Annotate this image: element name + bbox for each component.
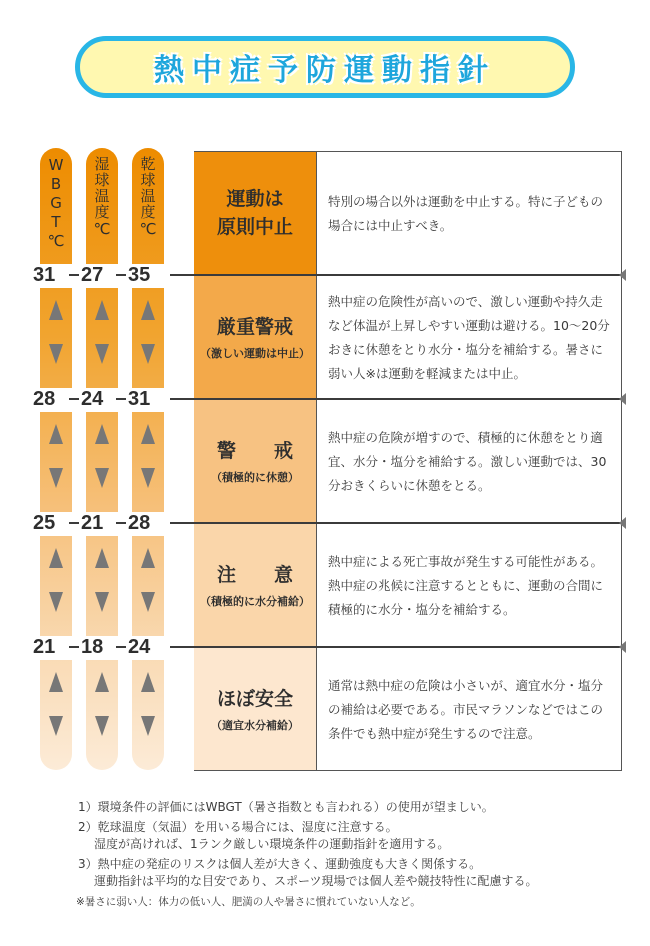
threshold-dash: [116, 398, 126, 400]
threshold-wet: 21: [81, 512, 104, 534]
threshold-wbgt: 21: [33, 636, 56, 658]
note-3: 3）熱中症の発症のリスクは個人差が大きく、運動強度も大きく関係する。: [78, 857, 482, 871]
threshold-dry: 35: [128, 264, 151, 286]
level-label-caution: 注 意 （積極的に水分補給）: [200, 564, 310, 608]
range-up-arrow-icon: [49, 548, 63, 568]
threshold-wbgt: 31: [33, 264, 56, 286]
footnote: ※暑さに弱い人：体力の低い人、肥満の人や暑さに慣れていない人など。: [76, 896, 421, 908]
level-label-safe: ほぼ安全 （適宜水分補給）: [211, 688, 299, 732]
threshold-dash: [116, 522, 126, 524]
range-up-arrow-icon: [49, 300, 63, 320]
threshold-dry: 28: [128, 512, 151, 534]
note-2-cont: 湿度が高ければ、1ランク厳しい環境条件の運動指針を適用する。: [94, 837, 450, 851]
level-label-severe: 厳重警戒 （激しい運動は中止）: [200, 316, 310, 360]
threshold-line-2: [165, 398, 621, 400]
column-header-wbgt: WBGT ℃: [47, 156, 65, 251]
level-label-warning: 警 戒 （積極的に休憩）: [211, 440, 299, 484]
threshold-wet: 18: [81, 636, 104, 658]
range-up-arrow-icon: [141, 424, 155, 444]
range-down-arrow-icon: [49, 468, 63, 488]
range-up-arrow-icon: [95, 300, 109, 320]
range-down-arrow-icon: [49, 344, 63, 364]
table-bottom-border: [194, 770, 622, 771]
level-desc-safe: 通常は熱中症の危険は小さいが、適宜水分・塩分の補給は必要である。市民マラソンなどではこの条件でも熱中症が発生するので注意。: [328, 678, 604, 741]
range-up-arrow-icon: [141, 672, 155, 692]
threshold-dash: [69, 274, 79, 276]
threshold-dash: [116, 274, 126, 276]
level-desc-caution: 熱中症による死亡事故が発生する可能性がある。熱中症の兆候に注意するとともに、運動の合間に積極的に水分・塩分を補給する。: [328, 554, 604, 617]
range-down-arrow-icon: [95, 468, 109, 488]
range-up-arrow-icon: [95, 548, 109, 568]
range-down-arrow-icon: [49, 716, 63, 736]
level-desc-severe: 熱中症の危険性が高いので、激しい運動や持久走など体温が上昇しやすい運動は避ける。10～20分おきに休憩をとり水分・塩分を補給する。暑さに弱い人※は運動を軽減または中止。: [328, 294, 610, 381]
range-up-arrow-icon: [95, 424, 109, 444]
level-label-stop: 運動は 原則中止: [216, 188, 293, 238]
line-end-arrow-icon: [619, 269, 626, 281]
page-title: 熱中症予防運動指針: [154, 53, 496, 88]
range-up-arrow-icon: [95, 672, 109, 692]
threshold-line-3: [165, 522, 621, 524]
range-down-arrow-icon: [141, 592, 155, 612]
threshold-dash: [116, 646, 126, 648]
range-up-arrow-icon: [49, 672, 63, 692]
note-1: 1）環境条件の評価にはWBGT（暑さ指数とも言われる）の使用が望ましい。: [78, 800, 494, 814]
range-down-arrow-icon: [141, 716, 155, 736]
threshold-dry: 24: [128, 636, 151, 658]
threshold-dash: [69, 398, 79, 400]
table-right-border: [621, 151, 622, 771]
range-down-arrow-icon: [95, 716, 109, 736]
notes-section: [78, 799, 638, 911]
range-down-arrow-icon: [49, 592, 63, 612]
range-down-arrow-icon: [141, 468, 155, 488]
line-end-arrow-icon: [619, 517, 626, 529]
note-3-cont: 運動指針は平均的な目安であり、スポーツ現場では個人差や競技特性に配慮する。: [94, 874, 538, 888]
threshold-line-4: [165, 646, 621, 648]
title-banner: [75, 36, 575, 98]
threshold-dash: [69, 646, 79, 648]
threshold-line-1: [165, 274, 621, 276]
range-up-arrow-icon: [141, 548, 155, 568]
range-up-arrow-icon: [49, 424, 63, 444]
range-down-arrow-icon: [95, 592, 109, 612]
range-down-arrow-icon: [95, 344, 109, 364]
threshold-wet: 27: [81, 264, 104, 286]
threshold-wbgt: 25: [33, 512, 56, 534]
note-2: 2）乾球温度（気温）を用いる場合には、湿度に注意する。: [78, 820, 398, 834]
threshold-dash: [69, 522, 79, 524]
table-divider: [316, 151, 317, 771]
level-desc-warning: 熱中症の危険が増すので、積極的に休憩をとり適宜、水分・塩分を補給する。激しい運動では、30分おきくらいに休憩をとる。: [328, 430, 607, 493]
range-up-arrow-icon: [141, 300, 155, 320]
line-end-arrow-icon: [619, 393, 626, 405]
range-down-arrow-icon: [141, 344, 155, 364]
threshold-wbgt: 28: [33, 388, 56, 410]
level-desc-stop: 特別の場合以外は運動を中止する。特に子どもの場合には中止すべき。: [328, 194, 604, 233]
threshold-dry: 31: [128, 388, 151, 410]
column-header-dry-bulb: 乾球温度 ℃: [138, 156, 157, 239]
threshold-wet: 24: [81, 388, 104, 410]
line-end-arrow-icon: [619, 641, 626, 653]
column-header-wet-bulb: 湿球温度 ℃: [92, 156, 111, 239]
